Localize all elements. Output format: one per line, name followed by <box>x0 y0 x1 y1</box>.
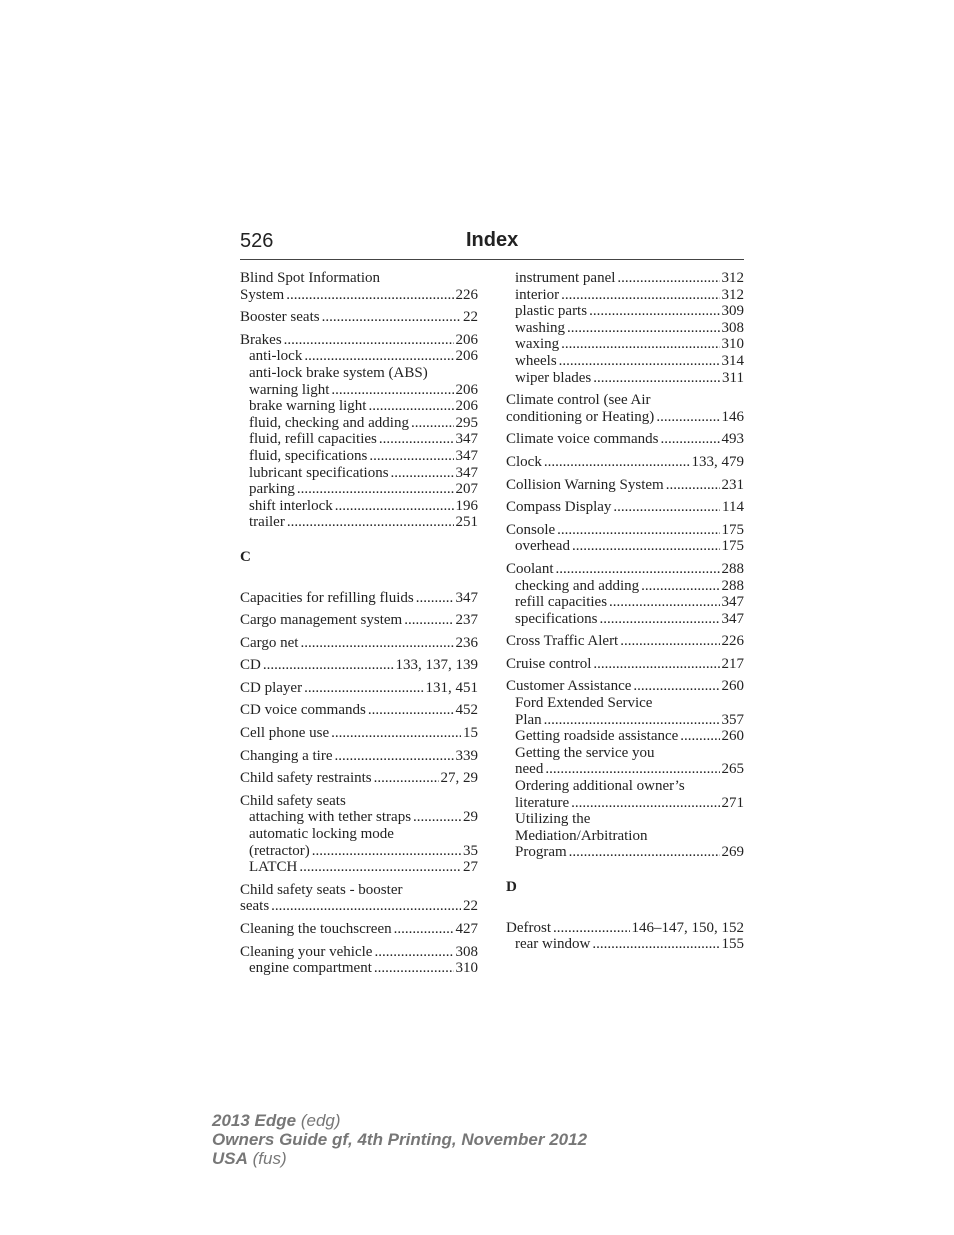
index-entry-line <box>240 702 478 719</box>
index-entry-line <box>506 477 744 494</box>
index-subentry-line <box>240 415 478 432</box>
entry-term: Booster seats <box>240 309 320 326</box>
entry-page-ref: 114 <box>722 499 744 516</box>
index-subentry-line <box>240 398 478 415</box>
entry-page-ref: 35 <box>463 842 478 859</box>
entry-term: CD player <box>240 679 303 696</box>
dot-leader <box>334 748 453 765</box>
entry-page-ref: 206 <box>455 398 478 415</box>
index-subentry-line <box>240 809 478 826</box>
entry-page-ref: 295 <box>455 414 478 431</box>
index-entry <box>240 882 478 915</box>
entry-term: CD <box>240 657 261 674</box>
entry-page-ref: 347 <box>455 464 478 481</box>
index-entry-line <box>240 612 478 629</box>
index-entry <box>506 656 744 673</box>
entry-page-ref: 231 <box>721 476 744 493</box>
dot-leader <box>633 678 719 695</box>
index-entry <box>240 612 478 629</box>
entry-page-ref: 312 <box>721 270 744 286</box>
index-subentry-line <box>506 712 744 729</box>
index-column-right <box>506 270 744 959</box>
dot-leader <box>413 809 461 826</box>
entry-term: Climate control (see Air <box>506 392 651 409</box>
entry-term: brake warning light <box>249 398 367 415</box>
entry-term: Cleaning your vehicle <box>240 943 373 960</box>
index-subentry-line <box>240 843 478 860</box>
entry-page-ref: 27 <box>463 859 478 876</box>
entry-page-ref: 175 <box>721 538 744 555</box>
entry-page-ref: 308 <box>721 319 744 336</box>
dot-leader <box>297 481 454 498</box>
index-subentry-line <box>240 826 478 843</box>
index-entry-line <box>240 680 478 697</box>
entry-term: refill capacities <box>515 594 608 611</box>
index-entry <box>240 770 478 787</box>
entry-page-ref: 493 <box>721 431 744 448</box>
entry-page-ref: 347 <box>455 447 478 464</box>
index-entry-line <box>240 944 478 961</box>
index-entry <box>240 635 478 652</box>
index-entry-line <box>240 309 478 326</box>
entry-page-ref: 347 <box>455 589 478 606</box>
entry-page-ref: 131, 451 <box>425 679 478 696</box>
entry-term: specifications <box>515 610 598 627</box>
dot-leader <box>284 332 454 349</box>
footer-printing: Owners Guide gf, 4th Printing, November 2012 <box>212 1130 588 1149</box>
index-entry <box>240 332 478 531</box>
entry-page-ref: 310 <box>455 960 478 977</box>
index-entry <box>240 590 478 607</box>
dot-leader <box>544 712 720 729</box>
index-subentry-line <box>506 778 744 795</box>
entry-term: Child safety seats <box>240 792 346 809</box>
entry-page-ref: 260 <box>721 678 744 695</box>
entry-term: CD voice commands <box>240 702 366 719</box>
entry-term: attaching with tether straps <box>249 809 412 826</box>
entry-term: wiper blades <box>515 369 592 386</box>
page-number: 526 <box>240 230 274 252</box>
index-entry <box>240 944 478 977</box>
index-subentry-line <box>506 695 744 712</box>
index-column-left <box>240 270 478 983</box>
entry-term: Getting roadside assistance <box>515 728 679 745</box>
dot-leader <box>304 680 423 697</box>
entry-term: LATCH <box>249 859 298 876</box>
index-entry <box>240 680 478 697</box>
dot-leader <box>567 320 720 337</box>
entry-page-ref: 206 <box>455 348 478 365</box>
index-entry-line <box>506 678 744 695</box>
entry-term: Cargo net <box>240 634 299 651</box>
entry-term: parking <box>249 481 295 498</box>
index-subentry-line <box>240 348 478 365</box>
entry-page-ref: 226 <box>721 633 744 650</box>
index-entry-line <box>506 499 744 516</box>
dot-leader <box>391 465 454 482</box>
dot-leader <box>589 303 719 320</box>
dot-leader <box>322 309 461 326</box>
footer-market-code: (fus) <box>247 1149 287 1168</box>
entry-page-ref: 357 <box>721 711 744 728</box>
entry-page-ref: 310 <box>721 336 744 353</box>
entry-term: anti-lock <box>249 348 303 365</box>
index-entry <box>240 270 478 303</box>
index-subentry-line <box>506 811 744 828</box>
dot-leader <box>617 270 719 287</box>
entry-term: checking and adding <box>515 577 640 594</box>
index-subentry-line <box>506 578 744 595</box>
entry-page-ref: 314 <box>721 352 744 369</box>
entry-term: Child safety restraints <box>240 770 372 787</box>
index-entry-line <box>240 793 478 810</box>
entry-term: Capacities for refilling fluids <box>240 589 414 606</box>
dot-leader <box>571 795 719 812</box>
entry-term: lubricant specifications <box>249 464 389 481</box>
dot-leader <box>374 944 453 961</box>
entry-term: Brakes <box>240 331 282 348</box>
dot-leader <box>544 454 690 471</box>
dot-leader <box>286 287 453 304</box>
entry-page-ref: 206 <box>455 331 478 348</box>
index-entry-line <box>240 590 478 607</box>
entry-term: fluid, refill capacities <box>249 431 377 448</box>
index-subentry-line <box>240 431 478 448</box>
index-entry-line <box>240 270 478 287</box>
entry-term: Ordering additional owner’s <box>515 778 685 795</box>
index-entry-line <box>240 898 478 915</box>
entry-page-ref: 133, 137, 139 <box>395 657 478 674</box>
entry-page-ref: 236 <box>455 634 478 651</box>
entry-term: Ford Extended Service <box>515 695 653 712</box>
index-section-letter: D <box>506 879 517 895</box>
index-entry <box>240 657 478 674</box>
entry-page-ref: 22 <box>463 898 478 915</box>
dot-leader <box>374 770 439 787</box>
entry-term: Plan <box>515 711 542 728</box>
entry-term: trailer <box>249 514 285 531</box>
index-subentry-line <box>240 859 478 876</box>
index-entry-line <box>506 561 744 578</box>
entry-term: washing <box>515 319 565 336</box>
index-entry <box>506 561 744 627</box>
index-subentry-line <box>506 336 744 353</box>
index-entry-line <box>506 656 744 673</box>
entry-page-ref: 271 <box>721 794 744 811</box>
dot-leader <box>369 448 453 465</box>
entry-term: System <box>240 286 285 303</box>
index-entry <box>240 748 478 765</box>
entry-page-ref: 146–147, 150, 152 <box>631 919 744 936</box>
entry-term: Cross Traffic Alert <box>506 633 619 650</box>
dot-leader <box>368 398 453 415</box>
document-footer <box>212 1111 587 1168</box>
dot-leader <box>556 561 720 578</box>
index-subentry-line <box>240 465 478 482</box>
index-entry-line <box>240 725 478 742</box>
entry-term: rear window <box>515 936 591 953</box>
index-entry-line <box>240 635 478 652</box>
entry-term: Clock <box>506 453 542 470</box>
index-entry-line <box>240 748 478 765</box>
index-section-letter: C <box>240 548 251 565</box>
entry-term: Cargo management system <box>240 612 403 629</box>
entry-term: Mediation/Arbitration <box>515 827 648 844</box>
index-entry <box>506 920 744 953</box>
index-subentry-line <box>506 844 744 861</box>
dot-leader <box>561 287 719 304</box>
index-subentry-line <box>506 287 744 304</box>
index-entry <box>240 309 478 326</box>
dot-leader <box>553 920 630 937</box>
entry-page-ref: 260 <box>721 728 744 745</box>
dot-leader <box>299 859 461 876</box>
entry-term: instrument panel <box>515 270 616 286</box>
index-entry <box>506 477 744 494</box>
entry-page-ref: 339 <box>455 747 478 764</box>
dot-leader <box>271 898 461 915</box>
entry-page-ref: 311 <box>722 369 744 386</box>
dot-leader <box>561 336 719 353</box>
entry-page-ref: 347 <box>455 431 478 448</box>
entry-term: (retractor) <box>249 842 310 859</box>
dot-leader <box>312 843 461 860</box>
entry-page-ref: 207 <box>455 481 478 498</box>
dot-leader <box>620 633 719 650</box>
dot-leader <box>569 844 720 861</box>
entry-page-ref: 146 <box>721 408 744 425</box>
dot-leader <box>557 522 719 539</box>
index-subentry-line <box>506 761 744 778</box>
entry-term: anti-lock brake system (ABS) <box>249 364 428 381</box>
dot-leader <box>660 431 719 448</box>
entry-term: Console <box>506 521 556 538</box>
entry-term: Blind Spot Information <box>240 270 380 286</box>
index-entry-line <box>240 657 478 674</box>
index-subentry-line <box>240 365 478 382</box>
dot-leader <box>263 657 394 674</box>
index-entry-line <box>240 882 478 899</box>
index-subentry-line <box>506 303 744 320</box>
entry-term: need <box>515 761 544 778</box>
dot-leader <box>572 538 720 555</box>
index-entry <box>506 633 744 650</box>
index-entry <box>240 702 478 719</box>
entry-page-ref: 196 <box>455 497 478 514</box>
index-subentry-line <box>240 481 478 498</box>
entry-term: warning light <box>249 381 330 398</box>
dot-leader <box>416 590 454 607</box>
entry-page-ref: 29 <box>463 809 478 826</box>
index-entry-line <box>506 522 744 539</box>
entry-page-ref: 217 <box>721 655 744 672</box>
dot-leader <box>609 594 719 611</box>
entry-term: Defrost <box>506 919 551 936</box>
entry-term: Program <box>515 844 567 861</box>
index-subentry-line <box>506 936 744 953</box>
entry-page-ref: 288 <box>721 577 744 594</box>
entry-term: plastic parts <box>515 303 588 320</box>
footer-market: USA <box>212 1149 248 1168</box>
dot-leader <box>335 498 454 515</box>
entry-page-ref: 309 <box>721 303 744 320</box>
dot-leader <box>304 348 453 365</box>
entry-term: Child safety seats - booster <box>240 881 403 898</box>
index-entry <box>506 392 744 425</box>
dot-leader <box>593 656 719 673</box>
dot-leader <box>559 353 720 370</box>
entry-page-ref: 452 <box>455 702 478 719</box>
dot-leader <box>411 415 454 432</box>
entry-page-ref: 288 <box>721 560 744 577</box>
index-entry-line <box>506 431 744 448</box>
index-entry <box>506 678 744 861</box>
dot-leader <box>331 382 453 399</box>
dot-leader <box>592 936 719 953</box>
entry-term: Cruise control <box>506 655 592 672</box>
entry-page-ref: 133, 479 <box>691 453 744 470</box>
index-subentry-line <box>506 594 744 611</box>
dot-leader <box>545 761 719 778</box>
entry-page-ref: 226 <box>455 286 478 303</box>
entry-page-ref: 206 <box>455 381 478 398</box>
index-subentry-line <box>240 514 478 531</box>
entry-term: Collision Warning System <box>506 476 664 493</box>
entry-page-ref: 427 <box>455 921 478 937</box>
index-entry-line <box>506 454 744 471</box>
entry-page-ref: 15 <box>463 725 478 742</box>
index-entry <box>506 499 744 516</box>
index-subentry-line <box>506 611 744 628</box>
dot-leader <box>593 370 720 387</box>
entry-term: wheels <box>515 352 557 369</box>
index-subentry-line <box>506 728 744 745</box>
index-subentry-line <box>506 320 744 337</box>
footer-model: 2013 Edge <box>212 1111 297 1130</box>
dot-leader <box>287 514 454 531</box>
dot-leader <box>300 635 453 652</box>
entry-term: fluid, specifications <box>249 447 368 464</box>
entry-page-ref: 312 <box>721 286 744 303</box>
dot-leader <box>613 499 720 516</box>
entry-term: literature <box>515 794 570 811</box>
entry-term: Climate voice commands <box>506 431 659 448</box>
dot-leader <box>404 612 453 629</box>
index-entry-line <box>240 287 478 304</box>
page-title: Index <box>466 229 519 251</box>
entry-term: Coolant <box>506 560 554 577</box>
footer-line-model <box>212 1111 587 1130</box>
entry-term: Utilizing the <box>515 811 591 828</box>
index-entry <box>240 921 478 938</box>
index-entry-line <box>506 392 744 409</box>
index-subentry-line <box>506 370 744 387</box>
dot-leader <box>656 409 719 426</box>
entry-term: Customer Assistance <box>506 678 632 695</box>
entry-page-ref: 237 <box>455 612 478 629</box>
entry-term: automatic locking mode <box>249 826 394 843</box>
entry-page-ref: 251 <box>455 514 478 531</box>
index-subentry-line <box>506 795 744 812</box>
index-subentry-line <box>506 745 744 762</box>
index-entry-line <box>506 920 744 937</box>
entry-term: Compass Display <box>506 499 612 516</box>
index-entry <box>506 270 744 386</box>
entry-term: Cell phone use <box>240 725 330 742</box>
index-subentry-line <box>240 448 478 465</box>
index-entry-line <box>506 409 744 426</box>
entry-page-ref: 265 <box>721 761 744 778</box>
entry-page-ref: 27, 29 <box>440 770 478 787</box>
index-entry <box>240 725 478 742</box>
entry-term: Getting the service you <box>515 744 655 761</box>
index-subentry-line <box>506 270 744 287</box>
index-subentry-line <box>240 960 478 977</box>
entry-term: engine compartment <box>249 960 372 977</box>
index-subentry-line <box>240 382 478 399</box>
dot-leader <box>374 960 454 977</box>
index-entry <box>506 454 744 471</box>
dot-leader <box>379 431 454 448</box>
index-entry <box>506 431 744 448</box>
entry-page-ref: 347 <box>721 610 744 627</box>
entry-term: fluid, checking and adding <box>249 414 409 431</box>
index-entry <box>240 793 478 876</box>
entry-page-ref: 269 <box>721 844 744 861</box>
dot-leader <box>641 578 719 595</box>
entry-term: interior <box>515 286 560 303</box>
dot-leader <box>368 702 454 719</box>
footer-line-market <box>212 1149 587 1168</box>
page-header <box>240 226 744 260</box>
entry-page-ref: 175 <box>721 521 744 538</box>
entry-page-ref: 22 <box>463 309 478 326</box>
dot-leader <box>599 611 719 628</box>
entry-page-ref: 155 <box>721 936 744 953</box>
entry-term: shift interlock <box>249 497 333 514</box>
index-entry-line <box>240 770 478 787</box>
index-entry <box>506 522 744 555</box>
entry-term: Changing a tire <box>240 747 333 764</box>
entry-term: waxing <box>515 336 560 353</box>
dot-leader <box>394 921 454 938</box>
dot-leader <box>666 477 720 494</box>
index-subentry-line <box>506 828 744 845</box>
index-entry-line <box>240 332 478 349</box>
entry-page-ref: 347 <box>721 594 744 611</box>
entry-term: overhead <box>515 538 570 555</box>
entry-term: Cleaning the touchscreen <box>240 921 392 937</box>
entry-term: seats <box>240 898 270 915</box>
footer-model-code: (edg) <box>296 1111 341 1130</box>
entry-term: conditioning or Heating) <box>506 408 655 425</box>
index-subentry-line <box>240 498 478 515</box>
entry-page-ref: 308 <box>455 943 478 960</box>
index-entry-line <box>240 921 478 938</box>
index-subentry-line <box>506 538 744 555</box>
dot-leader <box>331 725 461 742</box>
index-entry-line <box>506 633 744 650</box>
index-subentry-line <box>506 353 744 370</box>
dot-leader <box>680 728 719 745</box>
